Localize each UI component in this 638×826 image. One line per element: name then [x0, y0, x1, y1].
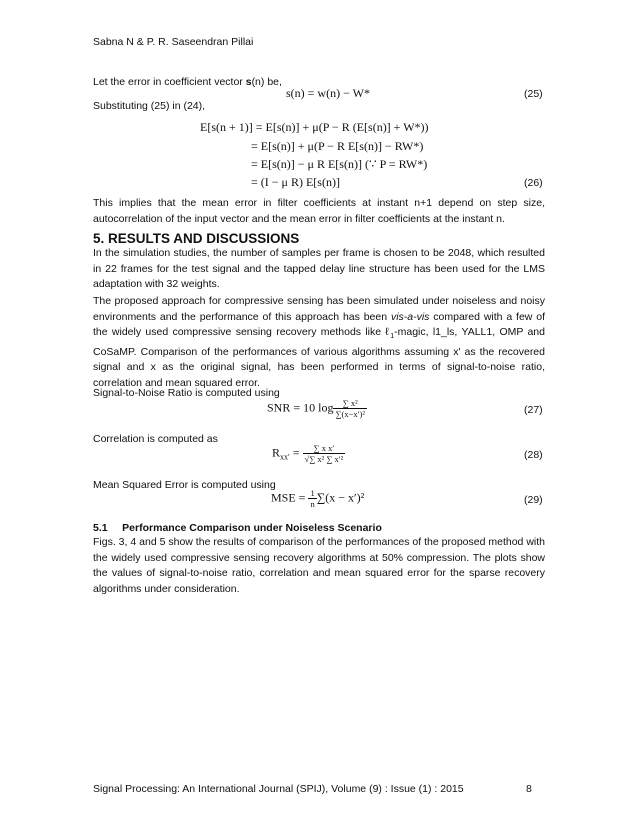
- mse-equation: MSE = $\frac{1}{n}$ ∑(x − x′)²: [271, 488, 365, 509]
- intro-text: Let the error in coefficient vector s(n) be,: [93, 76, 282, 88]
- correlation-fraction: $\frac{\text{∑ x x′}}{\text{√∑ x² ∑ x′²}}$: [304, 443, 344, 464]
- mse-label: Mean Squared Error is computed using: [93, 479, 276, 491]
- equation-25: s(n) = w(n) − W*: [286, 86, 370, 100]
- snr-fraction: $\frac{\text{∑ x²}}{\text{∑(x−x′)²}}$: [335, 398, 365, 419]
- equation-26-line3: = E[s(n)] − μ R E[s(n)] (∵ P = RW*): [251, 157, 428, 171]
- equation-25-number: (25): [524, 88, 543, 100]
- substituting-text: Substituting (25) in (24),: [93, 100, 206, 112]
- mse-fraction: $\frac{1}{n}$: [310, 488, 315, 509]
- section-5-1-heading: 5.1 Performance Comparison under Noiseless Scenario: [93, 522, 382, 534]
- snr-equation: SNR = 10 log $\frac{\text{∑ x²}}{\text{∑(x−x′)²}}$: [267, 398, 365, 419]
- correlation-equation: $R_{xx'}$ = $\frac{\text{∑ x x′}}{\text{√∑ x² ∑ x′²}}$: [272, 443, 344, 464]
- equation-29-number: (29): [524, 494, 543, 506]
- equation-26-number: (26): [524, 177, 543, 189]
- section-5-paragraph-1: In the simulation studies, the number of samples per frame is chosen to be 2048, which resulted in 22 frames for the test signal and the tapped delay line structure has been used for the LMS adaptation with 32 weights.: [93, 247, 545, 290]
- equation-26-line4: = (I − μ R) E[s(n)]: [251, 175, 340, 189]
- section-5-1-paragraph: Figs. 3, 4 and 5 show the results of comparison of the performances of the proposed method with the widely used compressive sensing recovery algorithms at 50% compression. The plots show the values of signal-to-noise ratio, correlation and mean squared error for the sparse recovery algorithms under consideration.: [93, 536, 545, 595]
- section-5-paragraph-2: The proposed approach for compressive sensing has been simulated under noiseless and noisy environments and the performance of this approach has been vis-a-vis compared with a few of the widely used compressive sensing recovery methods like ℓ$_1$-magic, l1_ls, YALL1, OMP and CoSaMP. Comparison of the performances of various algorithms assuming x' as the recovered signal and x as the original signal, has been performed in terms of signal-to-noise ratio, correlation and mean squared error.: [93, 295, 545, 389]
- equation-28-number: (28): [524, 449, 543, 461]
- running-header: Sabna N & P. R. Saseendran Pillai: [93, 36, 254, 48]
- implies-paragraph: This implies that the mean error in filter coefficients at instant n+1 depend on step size, autocorrelation of the input vector and the mean error in filter coefficients at the instant n.: [93, 197, 545, 225]
- equation-26-line2: = E[s(n)] + μ(P − R E[s(n)] − RW*): [251, 139, 424, 153]
- snr-label: Signal-to-Noise Ratio is computed using: [93, 387, 280, 399]
- correlation-label: Correlation is computed as: [93, 433, 218, 445]
- section-5-heading: 5. RESULTS AND DISCUSSIONS: [93, 231, 300, 246]
- equation-26-line1: E[s(n + 1)] = E[s(n)] + μ(P − R (E[s(n)] + W*)): [200, 120, 429, 134]
- footer-journal: Signal Processing: An International Journal (SPIJ), Volume (9) : Issue (1) : 2015: [93, 783, 464, 795]
- equation-27-number: (27): [524, 404, 543, 416]
- page-number: 8: [526, 783, 532, 795]
